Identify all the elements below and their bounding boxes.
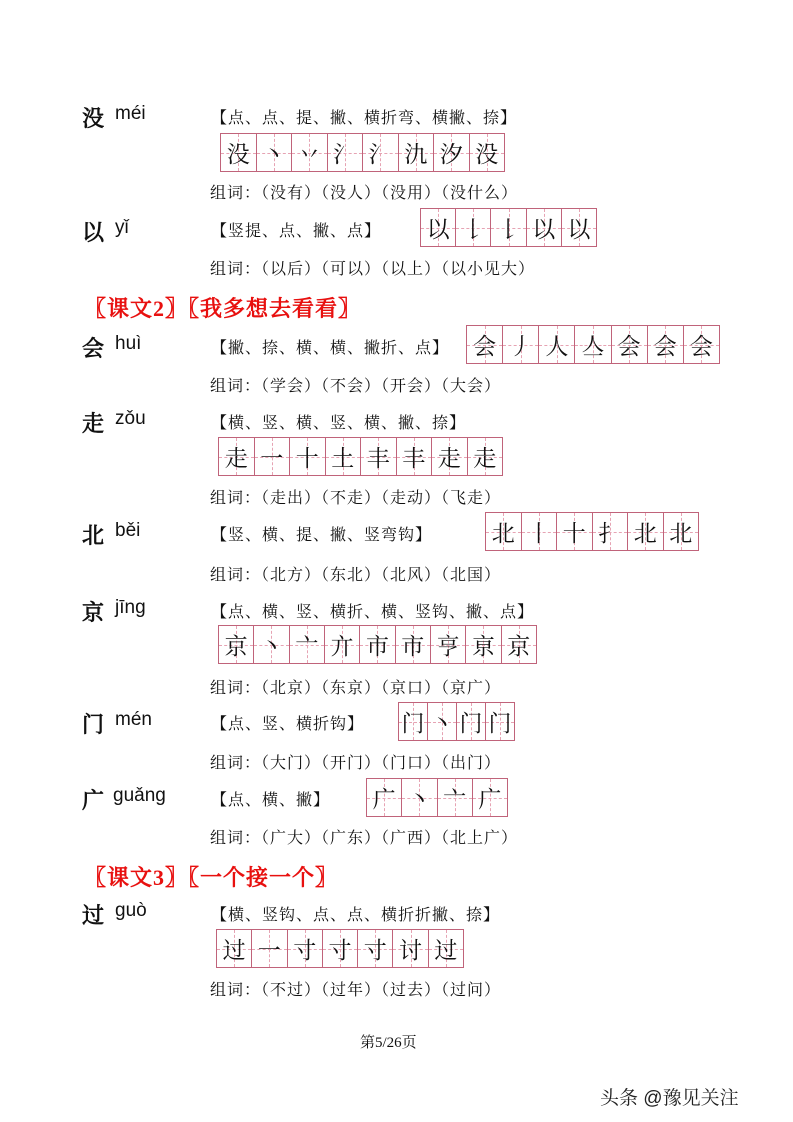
stroke-step-cell xyxy=(323,930,358,967)
stroke-step-cell xyxy=(217,930,252,967)
stroke-grid xyxy=(218,437,503,476)
word-examples: 组词：（广大）（广东）（广西）（北上广） xyxy=(210,830,519,847)
hanzi-character: 走 xyxy=(82,411,105,436)
stroke-step-glyph: 讨 xyxy=(399,938,423,964)
stroke-step-glyph: 丶 xyxy=(259,634,283,660)
stroke-step-cell xyxy=(219,626,254,663)
stroke-step-glyph: 丶 xyxy=(262,142,286,168)
word-examples: 组词：（北方）（东北）（北风）（北国） xyxy=(210,567,502,584)
stroke-step-glyph: 过 xyxy=(434,938,458,964)
stroke-step-cell xyxy=(252,930,287,967)
stroke-step-cell xyxy=(219,438,255,475)
stroke-step-glyph: 寸 xyxy=(328,938,352,964)
stroke-step-glyph: 市 xyxy=(401,634,425,660)
word-examples: 组词：（不过）（过年）（过去）（过问） xyxy=(210,982,502,999)
stroke-step-glyph: 土 xyxy=(331,446,355,472)
stroke-step-cell xyxy=(470,134,505,171)
stroke-step-cell xyxy=(502,626,536,663)
pinyin: yǐ xyxy=(115,217,129,238)
hanzi-character: 会 xyxy=(82,336,105,361)
stroke-step-glyph: 寸 xyxy=(293,938,317,964)
stroke-step-glyph: 市 xyxy=(365,634,389,660)
pinyin: guò xyxy=(115,900,147,921)
stroke-step-glyph: 亣 xyxy=(330,634,354,660)
word-examples: 组词：（北京）（东京）（京口）（京广） xyxy=(210,680,502,697)
stroke-step-cell xyxy=(456,209,491,246)
stroke-step-glyph: 汐 xyxy=(439,142,463,168)
stroke-grid xyxy=(220,133,505,172)
stroke-step-glyph: 会 xyxy=(689,334,713,360)
stroke-step-cell xyxy=(397,438,433,475)
stroke-step-cell xyxy=(290,438,326,475)
stroke-step-glyph: 门 xyxy=(401,711,425,737)
stroke-step-cell xyxy=(503,326,539,363)
stroke-step-glyph: 丶 xyxy=(430,711,454,737)
stroke-step-cell xyxy=(432,438,468,475)
stroke-step-glyph: 亨 xyxy=(436,634,460,660)
stroke-step-cell xyxy=(290,626,325,663)
stroke-order-text: 【横、竖钩、点、点、横折折撇、捺】 xyxy=(211,907,501,924)
stroke-order-text: 【撇、捺、横、横、撇折、点】 xyxy=(211,340,450,357)
stroke-step-cell xyxy=(402,779,437,816)
stroke-step-glyph: 丰 xyxy=(366,446,390,472)
hanzi-character: 门 xyxy=(82,712,105,737)
hanzi-character: 广 xyxy=(82,788,105,813)
stroke-step-cell xyxy=(429,930,463,967)
stroke-step-glyph: 氿 xyxy=(404,142,428,168)
stroke-step-glyph: 𠄌 xyxy=(461,217,485,243)
stroke-step-glyph: 一 xyxy=(257,938,281,964)
stroke-step-cell xyxy=(221,134,257,171)
pinyin: méi xyxy=(115,103,146,124)
stroke-step-glyph: 京 xyxy=(507,634,531,660)
stroke-grid xyxy=(366,778,508,817)
stroke-grid xyxy=(420,208,597,247)
stroke-step-cell xyxy=(466,626,501,663)
stroke-step-glyph: 北 xyxy=(633,521,657,547)
stroke-step-glyph: 人 xyxy=(545,334,569,360)
stroke-order-text: 【点、点、提、撇、横折弯、横撇、捺】 xyxy=(211,110,518,127)
stroke-step-glyph: 扌 xyxy=(598,521,622,547)
hanzi-character: 过 xyxy=(82,903,105,928)
stroke-step-glyph: 走 xyxy=(224,446,248,472)
pinyin: zǒu xyxy=(115,408,146,429)
stroke-step-cell xyxy=(292,134,328,171)
stroke-order-text: 【点、横、竖、横折、横、竖钩、撇、点】 xyxy=(211,604,535,621)
word-examples: 组词：（没有）（没人）（没用）（没什么） xyxy=(210,185,519,202)
stroke-step-glyph: 广 xyxy=(478,787,502,813)
stroke-step-cell xyxy=(360,626,395,663)
stroke-step-glyph: 十 xyxy=(562,521,586,547)
stroke-step-cell xyxy=(288,930,323,967)
lesson2-heading: 〖课文2〗〖我多想去看看〗 xyxy=(84,296,362,321)
page-number: 第5/26页 xyxy=(360,1035,417,1051)
pinyin: huì xyxy=(115,333,142,354)
word-examples: 组词：（以后）（可以）（以上）（以小见大） xyxy=(210,261,536,278)
pinyin: jīng xyxy=(115,597,146,618)
stroke-step-glyph: 以 xyxy=(532,217,556,243)
stroke-step-glyph: 一 xyxy=(260,446,284,472)
stroke-step-cell xyxy=(648,326,684,363)
stroke-step-cell xyxy=(399,134,435,171)
stroke-step-cell xyxy=(539,326,575,363)
stroke-step-cell xyxy=(527,209,562,246)
stroke-step-glyph: 门 xyxy=(459,711,483,737)
stroke-grid xyxy=(218,625,537,664)
stroke-step-glyph: 丨 xyxy=(527,521,551,547)
stroke-grid xyxy=(398,702,515,741)
stroke-step-cell xyxy=(486,703,514,740)
stroke-order-text: 【点、横、撇】 xyxy=(211,792,331,809)
stroke-step-cell xyxy=(593,513,629,550)
stroke-step-glyph: 丿 xyxy=(509,334,533,360)
stroke-step-glyph: 亠 xyxy=(443,787,467,813)
hanzi-character: 京 xyxy=(82,600,105,625)
stroke-step-glyph: 走 xyxy=(437,446,461,472)
stroke-step-cell xyxy=(393,930,428,967)
stroke-step-cell xyxy=(257,134,293,171)
stroke-step-cell xyxy=(467,326,503,363)
stroke-step-glyph: 丶 xyxy=(407,787,431,813)
stroke-order-text: 【横、竖、横、竖、横、撇、捺】 xyxy=(211,415,467,432)
stroke-step-cell xyxy=(363,134,399,171)
stroke-grid xyxy=(466,325,720,364)
stroke-step-cell xyxy=(428,703,457,740)
stroke-step-cell xyxy=(434,134,470,171)
stroke-step-glyph: 会 xyxy=(617,334,641,360)
stroke-step-cell xyxy=(457,703,486,740)
stroke-step-cell xyxy=(254,626,289,663)
stroke-step-glyph: 氵 xyxy=(368,142,392,168)
stroke-step-glyph: 亠 xyxy=(295,634,319,660)
lesson3-heading: 〖课文3〗〖一个接一个〗 xyxy=(84,865,339,890)
stroke-step-cell xyxy=(575,326,611,363)
word-examples: 组词：（走出）（不走）（走动）（飞走） xyxy=(210,490,502,507)
hanzi-character: 没 xyxy=(82,106,105,131)
stroke-step-glyph: 寸 xyxy=(363,938,387,964)
stroke-grid xyxy=(485,512,699,551)
hanzi-character: 北 xyxy=(82,523,105,548)
stroke-step-cell xyxy=(328,134,364,171)
stroke-step-cell xyxy=(325,626,360,663)
hanzi-character: 以 xyxy=(82,220,105,245)
pinyin: běi xyxy=(115,520,141,541)
stroke-step-glyph: 北 xyxy=(491,521,515,547)
stroke-step-glyph: 北 xyxy=(669,521,693,547)
stroke-step-glyph: 广 xyxy=(372,787,396,813)
stroke-step-cell xyxy=(396,626,431,663)
pinyin: mén xyxy=(115,709,152,730)
stroke-step-cell xyxy=(473,779,507,816)
stroke-step-glyph: 以 xyxy=(567,217,591,243)
stroke-step-cell xyxy=(486,513,522,550)
stroke-step-glyph: 𠄌 xyxy=(497,217,520,243)
stroke-step-cell xyxy=(562,209,596,246)
stroke-step-glyph: 没 xyxy=(475,142,499,168)
stroke-step-cell xyxy=(358,930,393,967)
watermark: 头条 @豫见关注 xyxy=(600,1088,739,1109)
stroke-step-cell xyxy=(438,779,473,816)
stroke-step-glyph: 没 xyxy=(226,142,250,168)
stroke-step-cell xyxy=(664,513,699,550)
stroke-order-text: 【点、竖、横折钩】 xyxy=(211,716,365,733)
stroke-step-glyph: 亼 xyxy=(581,334,605,360)
stroke-step-glyph: 走 xyxy=(473,446,497,472)
stroke-step-cell xyxy=(491,209,526,246)
stroke-step-cell xyxy=(255,438,291,475)
stroke-step-glyph: 以 xyxy=(426,217,450,243)
stroke-order-text: 【竖提、点、撇、点】 xyxy=(211,223,382,240)
stroke-step-glyph: 氵 xyxy=(333,142,357,168)
stroke-step-cell xyxy=(326,438,362,475)
stroke-step-glyph: 丰 xyxy=(402,446,426,472)
stroke-step-cell xyxy=(628,513,664,550)
pinyin: guǎng xyxy=(113,785,166,806)
stroke-step-cell xyxy=(399,703,428,740)
stroke-step-cell xyxy=(421,209,456,246)
stroke-step-glyph: 会 xyxy=(473,334,497,360)
stroke-step-glyph: 丷 xyxy=(297,142,321,168)
stroke-step-cell xyxy=(557,513,593,550)
stroke-step-glyph: 十 xyxy=(295,446,319,472)
stroke-step-cell xyxy=(612,326,648,363)
word-examples: 组词：（大门）（开门）（门口）（出门） xyxy=(210,755,502,772)
stroke-step-cell xyxy=(361,438,397,475)
stroke-step-glyph: 门 xyxy=(488,711,512,737)
stroke-step-cell xyxy=(522,513,558,550)
stroke-step-cell xyxy=(431,626,466,663)
stroke-step-glyph: 会 xyxy=(653,334,677,360)
stroke-step-cell xyxy=(684,326,719,363)
stroke-order-text: 【竖、横、提、撇、竖弯钩】 xyxy=(211,527,433,544)
stroke-step-cell xyxy=(367,779,402,816)
stroke-grid xyxy=(216,929,464,968)
stroke-step-glyph: 京 xyxy=(224,634,248,660)
stroke-step-glyph: 过 xyxy=(222,938,246,964)
stroke-step-cell xyxy=(468,438,503,475)
stroke-step-glyph: 亰 xyxy=(471,634,495,660)
word-examples: 组词：（学会）（不会）（开会）（大会） xyxy=(210,378,502,395)
